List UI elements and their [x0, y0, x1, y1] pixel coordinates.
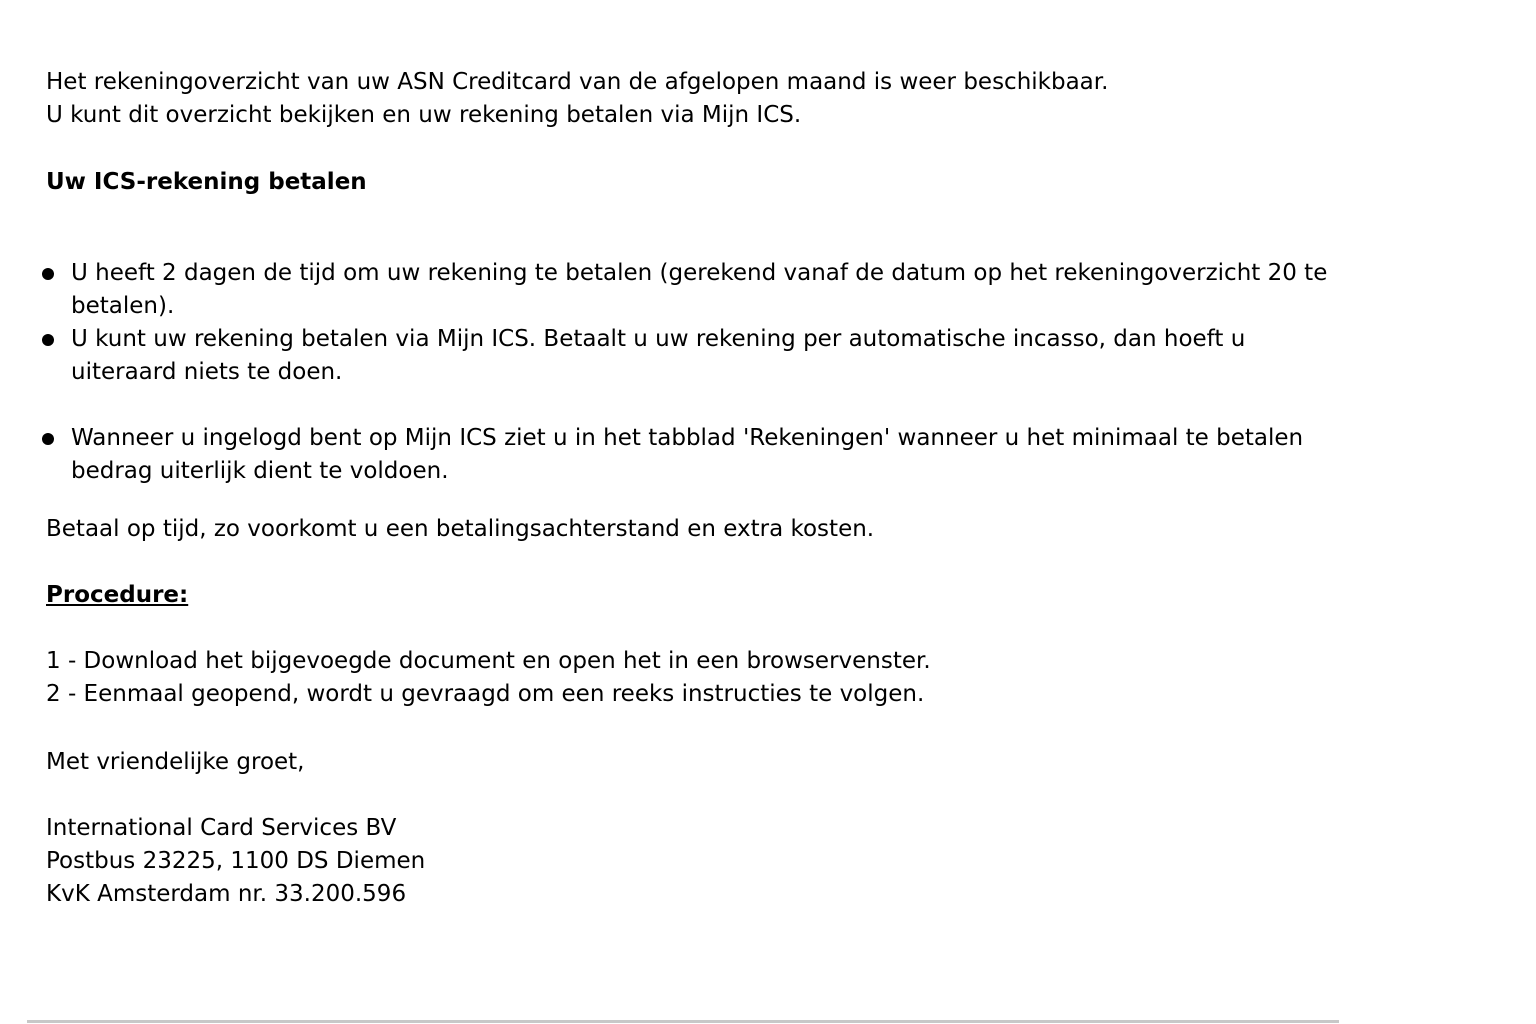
section-heading: Uw ICS-rekening betalen [46, 169, 367, 195]
signature-registration: KvK Amsterdam nr. 33.200.596 [46, 881, 407, 907]
greeting: Met vriendelijke groet, [46, 749, 305, 775]
footer-divider [27, 1020, 1339, 1023]
list-item [46, 323, 1346, 389]
procedure-steps [46, 645, 1346, 711]
bullet-icon [42, 433, 54, 445]
payment-info-list [46, 257, 1346, 488]
list-item-text: U heeft 2 dagen de tijd om uw rekening te betalen (gerekend vanaf de datum op het rekeningoverzicht 20 te betalen). [71, 260, 1328, 319]
signature-company: International Card Services BV [46, 815, 397, 841]
list-item [46, 422, 1346, 488]
signature-block [46, 812, 1346, 911]
procedure-step: 1 - Download het bijgevoegde document en open het in een browservenster. [46, 648, 931, 674]
closing-note: Betaal op tijd, zo voorkomt u een betalingsachterstand en extra kosten. [46, 516, 875, 542]
list-item-text: U kunt uw rekening betalen via Mijn ICS. Betaalt u uw rekening per automatische incasso, dan hoeft u uiteraard niets te doen. [71, 326, 1246, 385]
intro-paragraph [46, 66, 1346, 132]
email-body [46, 66, 1346, 911]
bullet-icon [42, 334, 54, 346]
intro-line-2: U kunt dit overzicht bekijken en uw rekening betalen via Mijn ICS. [46, 102, 802, 128]
procedure-heading: Procedure: [46, 582, 189, 608]
procedure-step: 2 - Eenmaal geopend, wordt u gevraagd om een reeks instructies te volgen. [46, 681, 925, 707]
intro-line-1: Het rekeningoverzicht van uw ASN Creditcard van de afgelopen maand is weer beschikbaar. [46, 69, 1109, 95]
list-item [46, 257, 1346, 323]
signature-address: Postbus 23225, 1100 DS Diemen [46, 848, 426, 874]
bullet-icon [42, 268, 54, 280]
list-item-text: Wanneer u ingelogd bent op Mijn ICS ziet u in het tabblad 'Rekeningen' wanneer u het minimaal te betalen bedrag uiterlijk dient te voldoen. [71, 425, 1304, 484]
